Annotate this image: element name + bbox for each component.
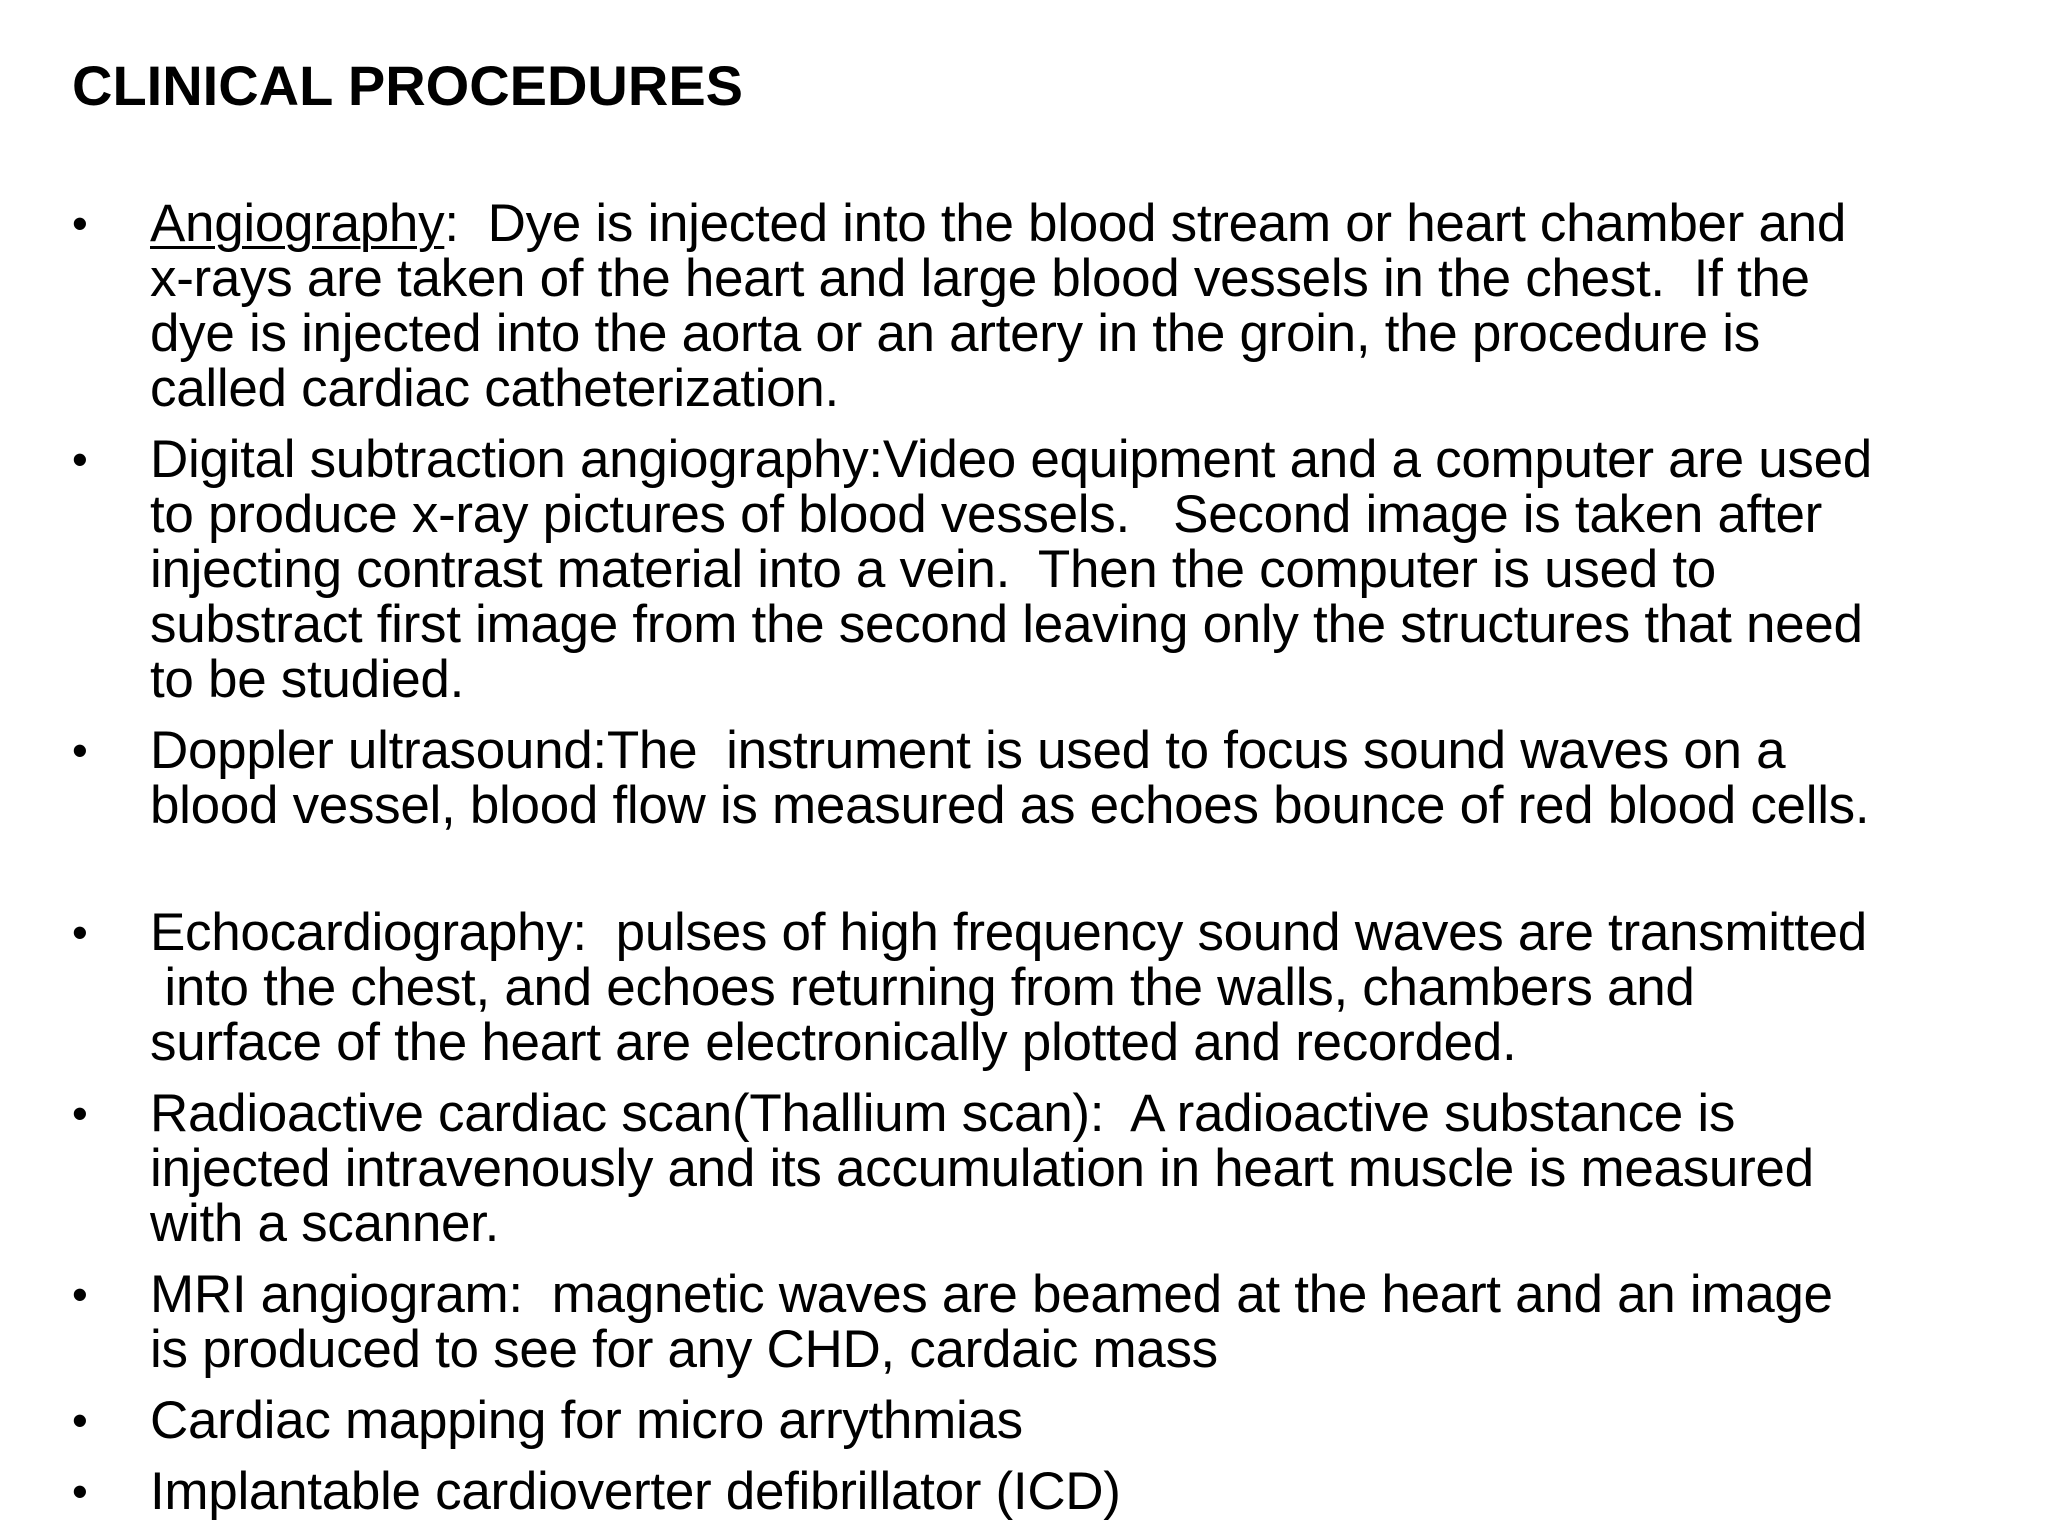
bullet-dot-icon: • — [72, 1269, 88, 1320]
bullet-text: dye is injected into the aorta or an artery in the groin, the procedure is — [150, 304, 1760, 363]
bullet-text: Digital subtraction angiography:Video equipment and a computer are used — [150, 430, 1872, 489]
bullet-text: injected intravenously and its accumulation in heart muscle is measured — [150, 1139, 1814, 1198]
bullet-text: Doppler ultrasound:The instrument is used to focus sound waves on a — [150, 721, 1786, 780]
bullet-dot-icon: • — [72, 198, 88, 249]
bullet-text: substract first image from the second leaving only the structures that need — [150, 595, 1863, 654]
bullet-text: Echocardiography: pulses of high frequency sound waves are transmitted — [150, 903, 1867, 962]
bullet-text: to be studied. — [150, 650, 465, 709]
bullet-text: MRI angiogram: magnetic waves are beamed at the heart and an image — [150, 1265, 1833, 1324]
bullet-mri-angiogram — [72, 1267, 2048, 1377]
bullet-dot-icon: • — [72, 434, 88, 485]
bullet-icd — [72, 1464, 2048, 1519]
slide-title: CLINICAL PROCEDURES — [72, 54, 744, 117]
bullet-text: x-rays are taken of the heart and large blood vessels in the chest. If the — [150, 249, 1810, 308]
bullet-cardiac-mapping — [72, 1393, 2048, 1448]
bullet-list — [72, 196, 2048, 1519]
bullet-text: surface of the heart are electronically plotted and recorded. — [150, 1013, 1517, 1072]
bullet-text: injecting contrast material into a vein. Then the computer is used to — [150, 540, 1716, 599]
bullet-dot-icon: • — [72, 1088, 88, 1139]
bullet-text: blood vessel, blood flow is measured as echoes bounce of red blood cells. — [150, 776, 1870, 835]
bullet-text: : Dye is injected into the blood stream or heart chamber and — [444, 194, 1846, 253]
bullet-text: to produce x-ray pictures of blood vessels. Second image is taken after — [150, 485, 1823, 544]
bullet-doppler-ultrasound — [72, 723, 2048, 833]
bullet-angiography — [72, 196, 2048, 416]
bullet-text: Implantable cardioverter defibrillator (ICD) — [150, 1462, 1121, 1521]
bullet-text: Radioactive cardiac scan(Thallium scan): A radioactive substance is — [150, 1084, 1736, 1143]
bullet-text: with a scanner. — [150, 1194, 500, 1253]
bullet-term-angiography: Angiography — [150, 194, 445, 253]
bullet-text: called cardiac catheterization. — [150, 359, 839, 418]
bullet-dot-icon: • — [72, 1466, 88, 1517]
bullet-echocardiography — [72, 905, 2048, 1070]
bullet-dot-icon: • — [72, 907, 88, 958]
bullet-dot-icon: • — [72, 1395, 88, 1446]
bullet-text: is produced to see for any CHD, cardaic mass — [150, 1320, 1218, 1379]
bullet-radioactive-cardiac-scan — [72, 1086, 2048, 1251]
bullet-digital-subtraction-angiography — [72, 432, 2048, 707]
bullet-text: Cardiac mapping for micro arrythmias — [150, 1391, 1023, 1450]
bullet-dot-icon: • — [72, 725, 88, 776]
bullet-text: into the chest, and echoes returning from the walls, chambers and — [150, 958, 1695, 1017]
